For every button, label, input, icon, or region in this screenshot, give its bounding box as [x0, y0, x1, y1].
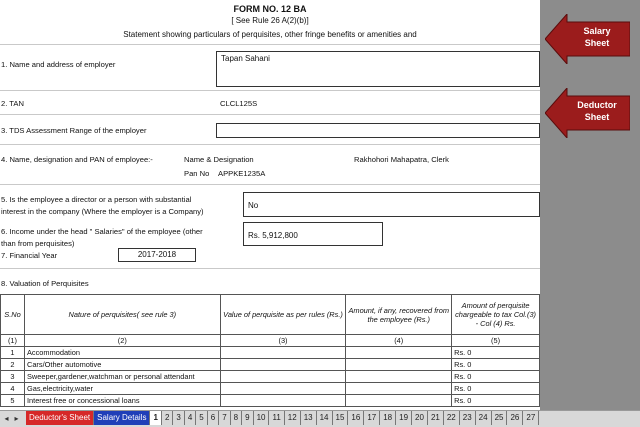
row-nature: Accommodation — [24, 347, 220, 359]
divider — [0, 184, 540, 185]
row-nature: Sweeper,gardener,watchman or personal attendant — [24, 371, 220, 383]
sheet-tab[interactable]: Salary Details — [94, 411, 150, 425]
sheet-tab[interactable]: 25 — [492, 411, 508, 425]
table-row — [1, 359, 540, 371]
divider — [0, 114, 540, 115]
tds-field[interactable] — [216, 123, 540, 138]
header-chargeable: Amount of perquisite chargeable to tax Col.(3) - Col (4) Rs. — [452, 295, 540, 335]
sheet-tab[interactable]: 1 — [150, 411, 161, 425]
sheet-tab[interactable]: 19 — [396, 411, 412, 425]
row-sno: 4 — [1, 383, 25, 395]
row-value-cell[interactable] — [220, 371, 346, 383]
sheet-tab-bar — [0, 410, 640, 427]
sheet-tab[interactable]: 27 — [523, 411, 539, 425]
divider — [0, 44, 540, 45]
sheet-tab[interactable]: 3 — [173, 411, 184, 425]
row-recovered-cell[interactable] — [346, 371, 452, 383]
sheet-tab[interactable]: 7 — [219, 411, 230, 425]
salary-sheet-button[interactable] — [545, 14, 630, 64]
row-value-cell[interactable] — [220, 359, 346, 371]
director-field[interactable]: No — [243, 192, 540, 217]
table-header-row — [1, 295, 540, 335]
row-amount[interactable]: Rs. 0 — [452, 359, 540, 371]
column-number-row — [1, 335, 540, 347]
row-recovered-cell[interactable] — [346, 383, 452, 395]
sheet-tab[interactable]: 4 — [185, 411, 196, 425]
tan-field[interactable]: CLCL125S — [220, 99, 258, 108]
sheet-tabs — [26, 411, 539, 425]
row-nature: Cars/Other automotive — [24, 359, 220, 371]
row-amount[interactable]: Rs. 0 — [452, 371, 540, 383]
row-amount[interactable]: Rs. 0 — [452, 383, 540, 395]
sheet-tab[interactable]: 12 — [285, 411, 301, 425]
sheet-tab[interactable]: 11 — [269, 411, 284, 425]
deductor-sheet-button[interactable] — [545, 88, 630, 138]
salary-sheet-label-line1: Salary — [583, 26, 611, 36]
col-number: (4) — [346, 335, 452, 347]
form-title: FORM NO. 12 BA — [233, 4, 307, 14]
fy-field[interactable]: 2017-2018 — [118, 248, 196, 262]
sheet-tab[interactable]: 26 — [507, 411, 523, 425]
sheet-tab[interactable]: 10 — [254, 411, 270, 425]
sheet-tab[interactable]: 5 — [196, 411, 207, 425]
sheet-tab[interactable]: 21 — [428, 411, 444, 425]
row-recovered-cell[interactable] — [346, 347, 452, 359]
sheet-tab[interactable]: 6 — [208, 411, 219, 425]
tan-label: 2. TAN — [1, 99, 24, 108]
sheet-tab[interactable]: 17 — [364, 411, 380, 425]
divider — [0, 144, 540, 145]
sheet-tab[interactable]: 8 — [231, 411, 242, 425]
col-number: (1) — [1, 335, 25, 347]
header-value: Value of perquisite as per rules (Rs.) — [220, 295, 346, 335]
tds-label: 3. TDS Assessment Range of the employer — [1, 126, 147, 135]
income-label-line2: than from perquisites) — [1, 239, 75, 248]
scroll-right-icon[interactable]: ▸ — [14, 414, 19, 423]
divider — [0, 90, 540, 91]
sheet-tab[interactable]: 13 — [301, 411, 317, 425]
sheet-tab[interactable]: 2 — [162, 411, 173, 425]
director-label-line1: 5. Is the employee a director or a person with substantial — [1, 195, 192, 204]
header-recovered: Amount, if any, recovered from the employee (Rs.) — [346, 295, 452, 335]
perquisites-table — [0, 294, 540, 407]
row-sno: 1 — [1, 347, 25, 359]
deductor-sheet-label-line2: Sheet — [584, 112, 610, 122]
table-row — [1, 347, 540, 359]
sheet-tab[interactable]: 18 — [380, 411, 396, 425]
pan-label: Pan No — [184, 169, 210, 178]
header-sno: S.No — [1, 295, 25, 335]
name-designation-label: Name & Designation — [184, 155, 254, 164]
col-number: (5) — [452, 335, 540, 347]
pan-value[interactable]: APPKE1235A — [218, 169, 266, 178]
table-row — [1, 383, 540, 395]
row-recovered-cell[interactable] — [346, 359, 452, 371]
row-value-cell[interactable] — [220, 395, 346, 407]
fy-label: 7. Financial Year — [1, 251, 58, 260]
table-row — [1, 395, 540, 407]
row-sno: 3 — [1, 371, 25, 383]
row-sno: 5 — [1, 395, 25, 407]
row-amount[interactable]: Rs. 0 — [452, 395, 540, 407]
salary-sheet-label-line2: Sheet — [584, 38, 610, 48]
header-nature: Nature of perquisites( see rule 3) — [24, 295, 220, 335]
divider — [0, 268, 540, 269]
row-amount[interactable]: Rs. 0 — [452, 347, 540, 359]
row-value-cell[interactable] — [220, 347, 346, 359]
designation-label: 4. Name, designation and PAN of employee:- — [1, 155, 153, 164]
col-number: (2) — [24, 335, 220, 347]
row-value-cell[interactable] — [220, 383, 346, 395]
sheet-tab[interactable]: 24 — [476, 411, 492, 425]
table-row — [1, 371, 540, 383]
form-statement: Statement showing particulars of perquisites, other fringe benefits or amenities and — [123, 30, 417, 39]
sheet-tab[interactable]: 16 — [348, 411, 364, 425]
sheet-tab[interactable]: 22 — [444, 411, 460, 425]
sheet-tab[interactable]: 14 — [317, 411, 333, 425]
deductor-sheet-label-line1: Deductor — [577, 100, 617, 110]
employer-field[interactable]: Tapan Sahani — [216, 51, 540, 87]
scroll-left-icon[interactable]: ◂ — [4, 414, 9, 423]
employer-label: 1. Name and address of employer — [1, 60, 116, 69]
income-label-line1: 6. Income under the head " Salaries" of the employee (other — [1, 227, 203, 236]
director-label-line2: interest in the company (Where the employer is a Company) — [1, 207, 204, 216]
form-rule: [ See Rule 26 A(2)(b)] — [231, 16, 309, 25]
sheet-tab[interactable]: 15 — [333, 411, 349, 425]
row-recovered-cell[interactable] — [346, 395, 452, 407]
col-number: (3) — [220, 335, 346, 347]
name-designation-value[interactable]: Rakhohori Mahapatra, Clerk — [354, 155, 449, 164]
valuation-label: 8. Valuation of Perquisites — [1, 279, 89, 288]
sheet-tab[interactable]: 9 — [242, 411, 253, 425]
sheet-tab[interactable]: 20 — [412, 411, 428, 425]
income-field[interactable]: Rs. 5,912,800 — [243, 222, 383, 246]
row-nature: Gas,electricity,water — [24, 383, 220, 395]
row-sno: 2 — [1, 359, 25, 371]
sheet-tab[interactable]: 23 — [460, 411, 476, 425]
row-nature: Interest free or concessional loans — [24, 395, 220, 407]
sheet-tab[interactable]: Deductor's Sheet — [26, 411, 94, 425]
